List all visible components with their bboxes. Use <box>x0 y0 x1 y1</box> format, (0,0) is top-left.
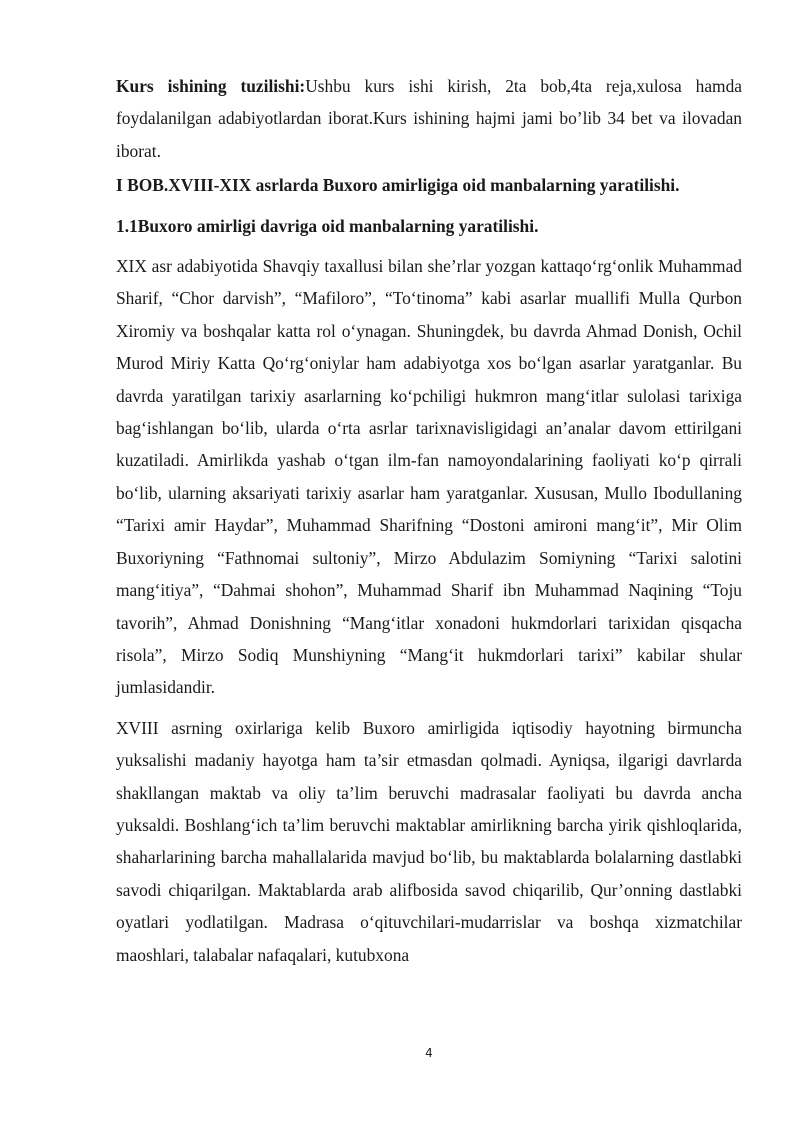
section-heading: 1.1Buxoro amirligi davriga oid manbalarning yaratilishi. <box>116 215 539 236</box>
intro-lead: Kurs ishining tuzilishi: <box>116 76 306 96</box>
body-paragraph-2: XVIII asrning oxirlariga kelib Buxoro amirligida iqtisodiy hayotning birmuncha yuksalishi madaniy hayotga ham ta’sir etmasdan qolmadi. Ayniqsa, ilgarigi davrlarda shakllangan maktab va oliy ta’lim beruvchi madrasalar faoliyati bu davrda ancha yuksaldi. Boshlang‘ich ta’lim beruvchi maktablar amirlikning barcha yirik qishloqlarida, shaharlarining barcha mahallalarida mavjud bo‘lib, bu maktablarda bolalarning dastlabki savodi chiqarilgan. Maktablarda arab alifbosida savod chiqarilib, Qur’onning dastlabki oyatlari yodlatilgan. Madrasa o‘qituvchilari-mudarrislar va boshqa xizmatchilar maoshlari, talabalar nafaqalari, kutubxona <box>116 717 742 965</box>
document-page <box>116 70 742 979</box>
page-number: 4 <box>425 1046 433 1060</box>
body-paragraph-1: XIX asr adabiyotida Shavqiy taxallusi bilan she’rlar yozgan kattaqo‘rg‘onlik Muhammad Sharif, “Chor darvish”, “Mafiloro”, “To‘tinoma” kabi asarlar muallifi Mulla Qurbon Xiromiy va boshqalar katta rol o‘ynagan. Shuningdek, bu davrda Ahmad Donish, Ochil Murod Miriy Katta Qo‘rg‘oniylar ham adabiyotga xos bo‘lgan asarlar yaratganlar. Bu davrda yaratilgan tarixiy asarlarning ko‘pchiligi hukmron mang‘itlar sulolasi tarixiga bag‘ishlangan bo‘lib, ularda o‘rta asrlar tarixnavisligidagi an’analar davom ettirilgani kuzatiladi. Amirlikda yashab o‘tgan ilm-fan namoyondalarining faoliyati ko‘p qirrali bo‘lib, ularning aksariyati tarixiy asarlar ham yaratganlar. Xususan, Mullo Ibodullaning “Tarixi amir Haydar”, Muhammad Sharifning “Dostoni amironi mang‘it”, Mir Olim Buxoriyning “Fathnomai sultoniy”, Mirzo Abdulazim Somiyning “Tarixi salotini mang‘itiya”, “Dahmai shohon”, Muhammad Sharif ibn Muhammad Naqining “Toju tavorih”, Ahmad Donishning “Mang‘itlar xonadoni hukmdorlari tarixidan qisqacha risola”, Mirzo Sodiq Munshiyning “Mang‘it hukmdorlari tarixi” kabilar shular jumlasidandir. <box>116 256 742 698</box>
intro-paragraph <box>116 70 742 167</box>
intro-text: Ushbu kurs ishi kirish, 2ta bob,4ta reja,xulosa hamda foydalanilgan adabiyotlardan iborat.Kurs ishining hajmi jami bo’lib 34 bet va ilovadan iborat. <box>116 76 742 161</box>
chapter-heading: I BOB.XVIII-XIX asrlarda Buxoro amirligiga oid manbalarning yaratilishi. <box>116 175 680 196</box>
